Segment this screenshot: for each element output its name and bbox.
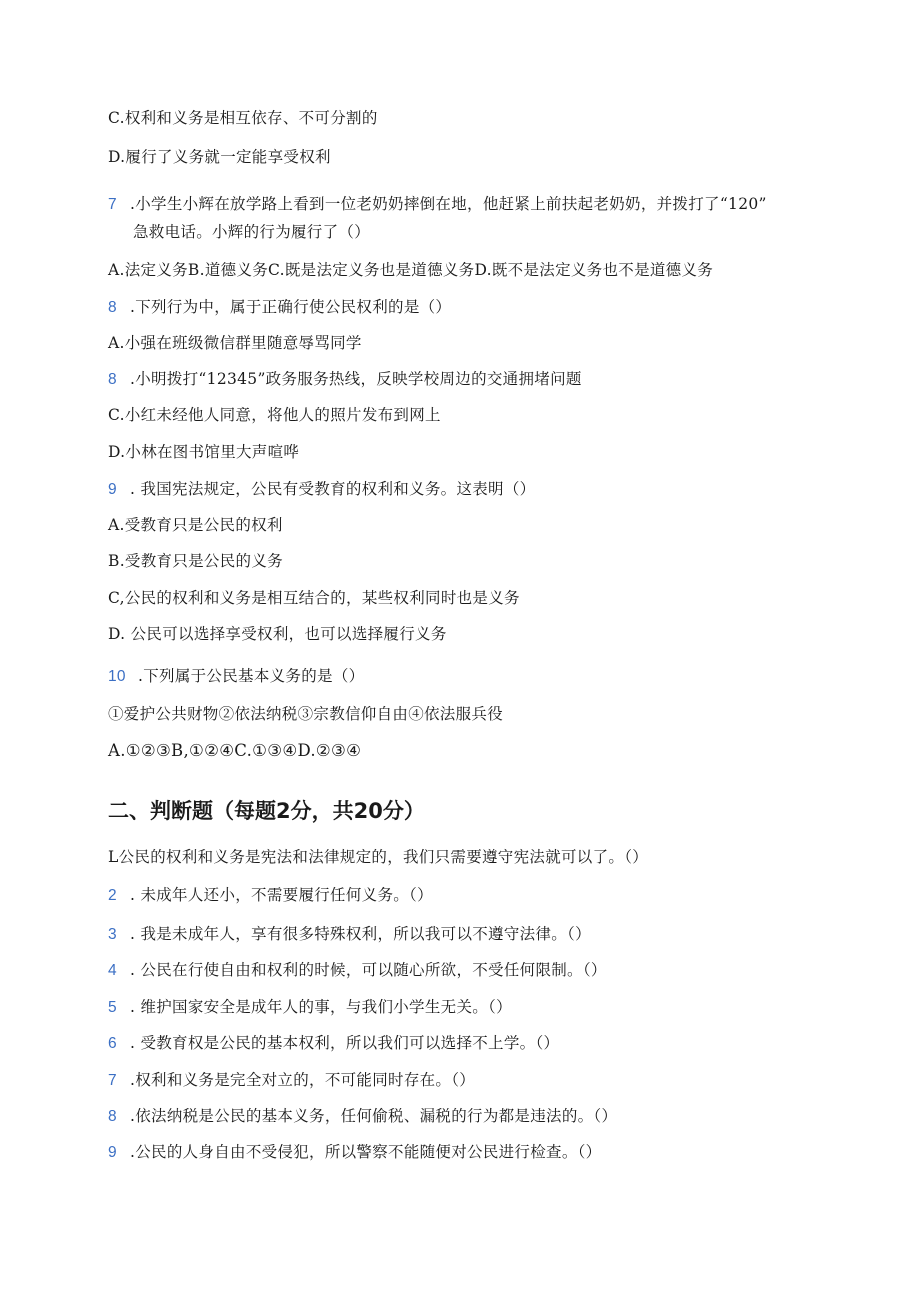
- question-stem: . 我国宪法规定，公民有受教育的权利和义务。这表明（）: [130, 480, 536, 498]
- section-heading: 二、判断题（每题2分，共20分）: [108, 799, 425, 823]
- question-number: 9: [108, 481, 117, 498]
- judgment-text: . 维护国家安全是成年人的事，与我们小学生无关。（）: [130, 998, 512, 1016]
- question-7-stem-continued: 急救电话。小辉的行为履行了（）: [133, 223, 371, 241]
- judgment-text: . 受教育权是公民的基本权利，所以我们可以选择不上学。（）: [130, 1034, 560, 1052]
- judgment-item: [108, 1032, 559, 1055]
- judgment-item: [108, 996, 512, 1019]
- question-stem: .小学生小辉在放学路上看到一位老奶奶摔倒在地，他赶紧上前扶起老奶奶，并拨打了“120”: [130, 195, 767, 213]
- option-number: 8: [108, 371, 117, 388]
- question-7-options: A.法定义务B.道德义务C.既是法定义务也是道德义务D.既不是法定义务也不是道德义务: [108, 261, 714, 279]
- judgment-item: [108, 923, 591, 946]
- question-10-options: A.①②③B,①②④C.①③④D.②③④: [108, 741, 362, 760]
- judgment-text: .依法纳税是公民的基本义务，任何偷税、漏税的行为都是违法的。（）: [130, 1107, 618, 1125]
- judgment-text: . 我是未成年人，享有很多特殊权利，所以我可以不遵守法律。（）: [130, 925, 591, 943]
- judgment-item: [108, 959, 607, 982]
- judgment-text: . 公民在行使自由和权利的时候，可以随心所欲，不受任何限制。（）: [130, 961, 607, 979]
- question-10: [108, 665, 364, 688]
- question-stem: .下列属于公民基本义务的是（）: [138, 667, 365, 685]
- question-9: [108, 478, 535, 501]
- question-number: 10: [108, 668, 126, 685]
- judgment-item: [108, 1069, 475, 1092]
- judgment-text: .公民的人身自由不受侵犯，所以警察不能随便对公民进行检查。（）: [130, 1143, 602, 1161]
- question-number: 8: [108, 299, 117, 316]
- question-9-option-a: A.受教育只是公民的权利: [108, 516, 283, 534]
- question-9-option-b: B.受教育只是公民的义务: [108, 552, 283, 570]
- question-8-option-c: C.小红未经他人同意，将他人的照片发布到网上: [108, 406, 441, 424]
- judgment-number: 9: [108, 1144, 117, 1161]
- option-text: .小明拨打“12345”政务服务热线，反映学校周边的交通拥堵问题: [130, 370, 582, 388]
- judgment-number: 2: [108, 887, 117, 904]
- question-8-option-d: D.小林在图书馆里大声喧哗: [108, 443, 300, 461]
- judgment-text: L公民的权利和义务是宪法和法律规定的，我们只需要遵守宪法就可以了。（）: [108, 848, 649, 866]
- judgment-number: 8: [108, 1108, 117, 1125]
- judgment-number: 7: [108, 1072, 117, 1089]
- q6-option-d: D.履行了义务就一定能享受权利: [108, 148, 331, 166]
- judgment-text: . 未成年人还小，不需要履行任何义务。（）: [130, 886, 433, 904]
- judgment-item: [108, 1105, 617, 1128]
- judgment-item: [108, 846, 648, 868]
- question-7: [108, 193, 767, 216]
- question-9-option-d: D. 公民可以选择享受权利，也可以选择履行义务: [108, 625, 447, 643]
- judgment-number: 5: [108, 999, 117, 1016]
- judgment-number: 6: [108, 1035, 117, 1052]
- question-9-option-c: C,公民的权利和义务是相互结合的，某些权利同时也是义务: [108, 589, 520, 607]
- question-number: 7: [108, 196, 117, 213]
- question-stem: .下列行为中，属于正确行使公民权利的是（）: [130, 298, 452, 316]
- judgment-number: 4: [108, 962, 117, 979]
- question-8-option-a: A.小强在班级微信群里随意辱骂同学: [108, 334, 362, 352]
- question-8: [108, 296, 451, 319]
- judgment-number: 3: [108, 926, 117, 943]
- question-10-items: ①爱护公共财物②依法纳税③宗教信仰自由④依法服兵役: [108, 705, 504, 723]
- judgment-item: [108, 1141, 601, 1164]
- q6-option-c: C.权利和义务是相互依存、不可分割的: [108, 109, 378, 127]
- question-8-option-b: [108, 368, 582, 391]
- judgment-text: .权利和义务是完全对立的，不可能同时存在。（）: [130, 1071, 476, 1089]
- judgment-item: [108, 884, 433, 907]
